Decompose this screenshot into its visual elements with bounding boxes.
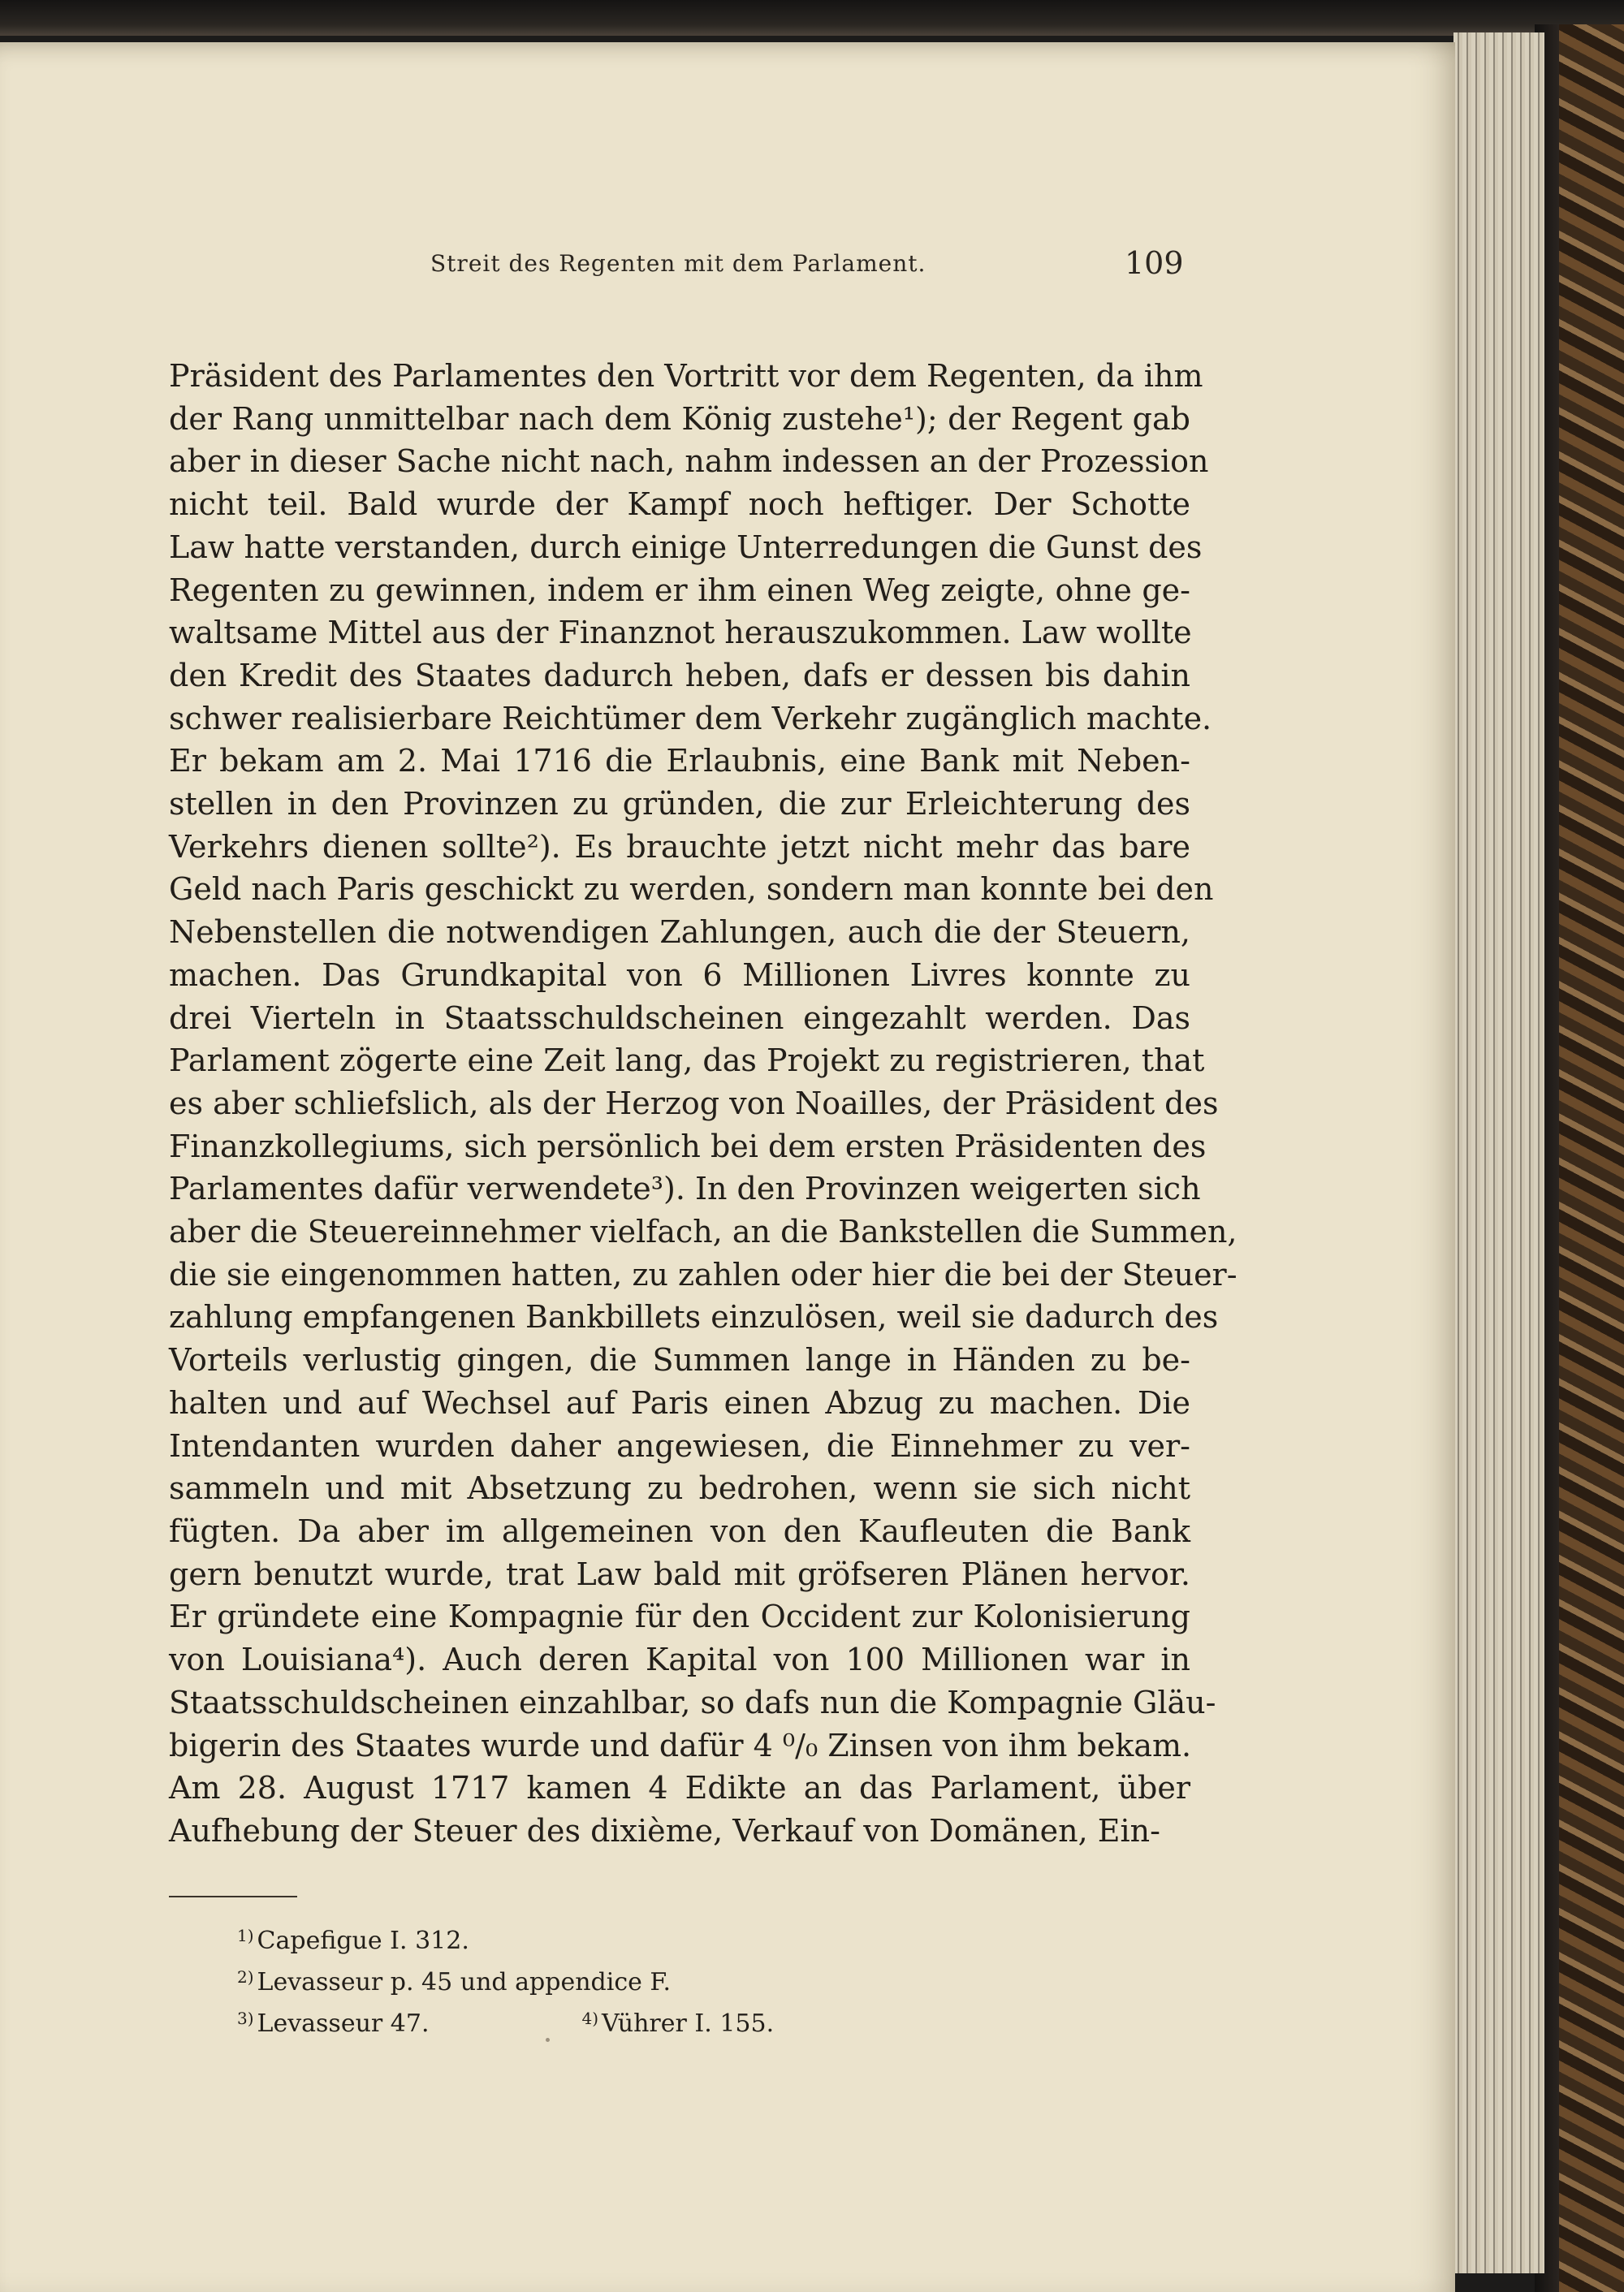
text-line: bigerin des Staates wurde und dafür 4 ⁰/₀ Zinsen von ihm bekam. — [169, 1727, 1192, 1763]
text-line: Nebenstellen die notwendigen Zahlungen, auch die der Steuern, — [169, 914, 1190, 951]
text-line: sammeln und mit Absetzung zu bedrohen, wenn sie sich nicht — [169, 1470, 1190, 1507]
footnote-mark: 1) — [237, 1926, 254, 1945]
text-line: zahlung empfangenen Bankbillets einzulösen, weil sie dadurch des — [169, 1299, 1219, 1336]
running-head — [0, 245, 1455, 294]
text-line: machen. Das Grundkapital von 6 Millionen Livres konnte zu — [169, 956, 1190, 993]
text-line: gern benutzt wurde, trat Law bald mit gröfseren Plänen hervor. — [169, 1556, 1190, 1592]
footnotes — [237, 1918, 968, 2042]
footnote-mark: 4) — [581, 2009, 599, 2028]
footnote-2 — [237, 1959, 968, 2001]
footnote-3-4 — [237, 2001, 968, 2042]
text-line: stellen in den Provinzen zu gründen, die zur Erleichterung des — [169, 786, 1190, 822]
text-line: Staatsschuldscheinen einzahlbar, so dafs nun die Kompagnie Gläu- — [169, 1684, 1216, 1720]
text-line: drei Vierteln in Staatsschuldscheinen eingezahlt werden. Das — [169, 999, 1190, 1036]
text-line: Verkehrs dienen sollte²). Es brauchte jetzt nicht mehr das bare — [169, 828, 1190, 865]
marbled-cover — [1535, 24, 1624, 2292]
text-line: Parlamentes dafür verwendete³). In den Provinzen weigerten sich — [169, 1171, 1201, 1207]
text-line: Finanzkollegiums, sich persönlich bei dem ersten Präsidenten des — [169, 1128, 1207, 1164]
running-title: Streit des Regenten mit dem Parlament. — [430, 250, 926, 277]
text-line: Aufhebung der Steuer des dixième, Verkauf von Domänen, Ein- — [169, 1812, 1160, 1849]
book-top-edge — [0, 0, 1624, 36]
footnote-mark: 2) — [237, 1967, 254, 1987]
footnote-text: Capefigue I. 312. — [257, 1927, 469, 1955]
book-page — [0, 42, 1455, 2292]
text-line: Intendanten wurden daher angewiesen, die Einnehmer zu ver- — [169, 1427, 1190, 1464]
text-line: halten und auf Wechsel auf Paris einen Abzug zu machen. Die — [169, 1384, 1190, 1421]
text-line: nicht teil. Bald wurde der Kampf noch heftiger. Der Schotte — [169, 486, 1190, 523]
text-line: Präsident des Parlamentes den Vortritt vor dem Regenten, da ihm — [169, 358, 1203, 394]
text-line: den Kredit des Staates dadurch heben, dafs er dessen bis dahin — [169, 657, 1190, 693]
text-line: es aber schliefslich, als der Herzog von Noailles, der Präsident des — [169, 1085, 1219, 1121]
text-line: Law hatte verstanden, durch einige Unterredungen die Gunst des — [169, 529, 1203, 565]
footnote-text: Levasseur 47. — [257, 2009, 430, 2038]
text-line: die sie eingenommen hatten, zu zahlen oder hier die bei der Steuer- — [169, 1256, 1237, 1293]
footnote-text: Vührer I. 155. — [602, 2009, 775, 2038]
text-line: waltsame Mittel aus der Finanznot herauszukommen. Law wollte — [169, 615, 1192, 651]
footnote-rule — [169, 1896, 297, 1897]
footnote-1 — [237, 1918, 968, 1959]
text-line: fügten. Da aber im allgemeinen von den Kaufleuten die Bank — [169, 1513, 1190, 1549]
text-line: Regenten zu gewinnen, indem er ihm einen Weg zeigte, ohne ge- — [169, 572, 1190, 608]
text-line: Parlament zögerte eine Zeit lang, das Projekt zu registrieren, that — [169, 1042, 1205, 1079]
text-line: Vorteils verlustig gingen, die Summen lange in Händen zu be- — [169, 1342, 1190, 1379]
text-line: aber in dieser Sache nicht nach, nahm indessen an der Prozession — [169, 443, 1209, 480]
text-line: von Louisiana⁴). Auch deren Kapital von 100 Millionen war in — [169, 1642, 1190, 1678]
footnote-text: Levasseur p. 45 und appendice F. — [257, 1968, 672, 1996]
page-speck — [546, 2038, 550, 2042]
text-line: Am 28. August 1717 kamen 4 Edikte an das Parlament, über — [169, 1770, 1190, 1806]
text-line: der Rang unmittelbar nach dem König zustehe¹); der Regent gab — [169, 400, 1190, 437]
text-line: Er gründete eine Kompagnie für den Occident zur Kolonisierung — [169, 1599, 1190, 1635]
page-edges — [1453, 32, 1544, 2273]
body-text — [169, 355, 1237, 1853]
text-line: Er bekam am 2. Mai 1716 die Erlaubnis, eine Bank mit Neben- — [169, 743, 1190, 779]
page-number: 109 — [1125, 245, 1184, 281]
text-line: aber die Steuereinnehmer vielfach, an die Bankstellen die Summen, — [169, 1214, 1237, 1250]
text-line: Geld nach Paris geschickt zu werden, sondern man konnte bei den — [169, 871, 1214, 908]
text-line: schwer realisierbare Reichtümer dem Verkehr zugänglich machte. — [169, 700, 1212, 736]
footnote-mark: 3) — [237, 2009, 254, 2028]
